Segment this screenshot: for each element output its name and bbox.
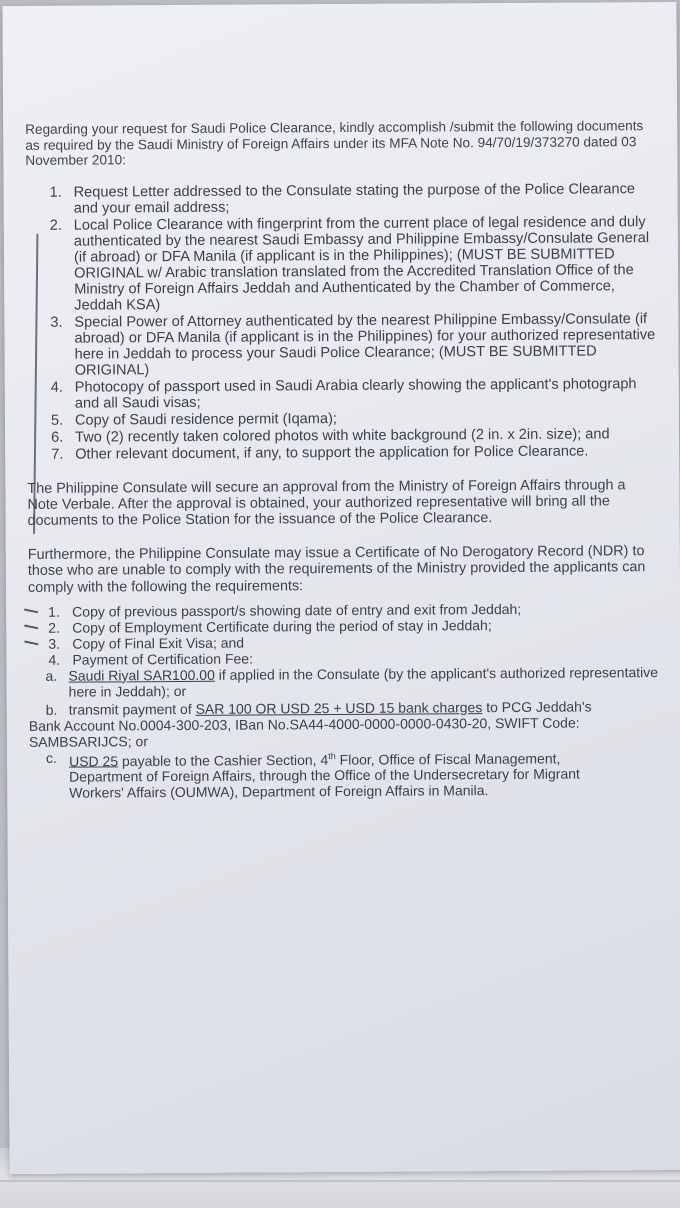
- requirements-list: [26, 181, 660, 463]
- list-item: 3. Special Power of Attorney authenticated by the nearest Philippine Embassy/Consulate (if abroad) or DFA Manila (if applicant is in the Philippines) for your authorized representative here in Jeddah to process your Saudi Police Clearance; (MUST BE SUBMITTED ORIGINAL): [50, 310, 656, 379]
- pen-tick-mark: [24, 608, 38, 613]
- fee-option-c: c. USD 25 payable to the Cashier Section, 4th Floor, Office of Fiscal Management, Department of Foreign Affairs, through the Office of the Undersecretary for Migrant Workers' Affairs (OUMWA), Department of Foreign Affairs in Manila.: [45, 749, 580, 802]
- pen-tick-mark: [24, 640, 38, 645]
- document-page: [2, 2, 680, 1174]
- list-item: 1. Request Letter addressed to the Consulate stating the purpose of the Police Clearance and your email address;: [49, 180, 636, 217]
- list-item: 3. Copy of Final Exit Visa; and: [28, 632, 660, 652]
- pen-tick-mark: [24, 624, 38, 629]
- intro-paragraph: Regarding your request for Saudi Police Clearance, kindly accomplish /submit the following documents as required by the Saudi Ministry of Foreign Affairs under its MFA Note No. 94/70/19/373270 dated 03 November 2010:: [25, 118, 644, 168]
- ndr-paragraph: Furthermore, the Philippine Consulate may issue a Certificate of No Derogatory Record (NDR) to those who are unable to comply with the requirements of the Ministry provided the applicants can comply with the following the requirements:: [27, 543, 646, 596]
- list-item: 2. Local Police Clearance with fingerprint from the current place of legal residence and duly authenticated by the nearest Saudi Embassy and Philippine Embassy/Consulate General (if abroad) or DFA Manila (if applicant is in the Philippines); (MUST BE SUBMITTED ORIGINAL w/ Arabic translation translated from the Accredited Translation Office of the Ministry of Foreign Affairs Jeddah and Authenticated by the Chamber of Commerce, Jeddah KSA): [49, 213, 650, 314]
- list-item: 5. Copy of Saudi residence permit (Iqama);: [50, 410, 338, 429]
- document-body: [25, 118, 661, 801]
- fee-option-b: b. transmit payment of SAR 100 OR USD 25 + USD 15 bank charges to PCG Jeddah's: [45, 698, 592, 718]
- list-item: 4. Photocopy of passport used in Saudi Arabia clearly showing the applicant's photograph and all Saudi visas;: [50, 375, 637, 412]
- bank-account-details: Bank Account No.0004-300-203, IBan No.SA44-4000-0000-0000-0430-20, SWIFT Code: SAMBSARIJCS; or: [28, 714, 580, 750]
- fee-amount-c: USD 25: [69, 752, 119, 770]
- list-item: 1. Copy of previous passport/s showing date of entry and exit from Jeddah;: [28, 600, 660, 620]
- list-item: 6. Two (2) recently taken colored photos with white background (2 in. x 2in. size); and: [51, 425, 610, 446]
- ndr-requirements-list: [28, 600, 660, 668]
- approval-paragraph: The Philippine Consulate will secure an approval from the Ministry of Foreign Affairs through a Note Verbale. After the approval is obtained, your authorized representative will bring all the documents to the Police Station for the issuance of the Police Clearance.: [27, 476, 626, 529]
- fee-amount-b: SAR 100 OR USD 25 + USD 15 bank charges: [195, 698, 483, 717]
- floor-edge: [0, 1180, 680, 1182]
- list-item: 7. Other relevant document, if any, to support the application for Police Clearance.: [51, 442, 589, 463]
- fee-option-a: a. Saudi Riyal SAR100.00 if applied in the Consulate (by the applicant's authorized representative here in Jeddah); or: [45, 663, 659, 700]
- list-item: 2. Copy of Employment Certificate during the period of stay in Jeddah;: [28, 616, 660, 636]
- list-item: 4. Payment of Certification Fee:: [48, 650, 254, 668]
- fee-amount-a: Saudi Riyal SAR100.00: [68, 666, 215, 684]
